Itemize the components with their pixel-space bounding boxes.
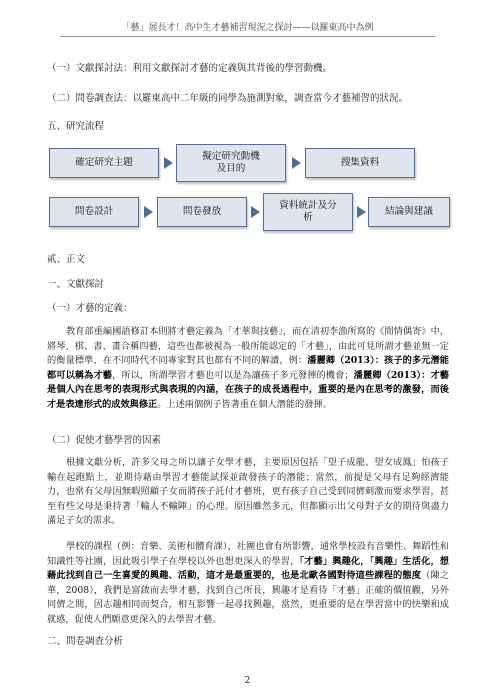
page-number: 2 — [244, 676, 251, 686]
method-literature-review: （一）文獻探討法：利用文獻探討才藝的定義與其背後的學習動機。 — [47, 63, 333, 74]
flow-arrow-icon — [357, 206, 366, 218]
main-heading: 貳、正文 — [47, 254, 86, 265]
paragraph-factors: 根據文獻分析，許多父母之所以讓子女學才藝，主要原因包括「望子成龍、望女成鳳」怕孩子輸在起跑點上，並期待藉由學習才藝能試探並啟發孩子的潛能；當然，前提是父母有足夠經濟能力，也常有父母因無暇照顧子女而將孩子託付才藝班，更有孩子自己受到同儕刺激而要求學習，甚至有些父母是秉持著「輸人不輸陣」的心理。原因雖然多元，但都顯示出父母對子女的期待與盡力滿足子女的需求。 — [47, 457, 449, 527]
text: 學校的課程（例：音樂、美術和體育課），社團也會有所影響，通常學校設有音樂性、舞蹈性和知識性等社團，因此吸引學子在學校以外也想更深入的學習， — [47, 541, 449, 567]
flow-arrow-icon — [292, 157, 301, 169]
emphasis: 「才藝」興趣化，「興趣」生活化，想藉此找到自己一生喜愛的興趣、活動，這才是最重要的，也是北歐各國對待這些課程的態度 — [47, 555, 449, 582]
paragraph-school — [47, 540, 449, 628]
text: 。上述兩個例子皆著重在個人潛能的發揮。 — [157, 398, 332, 410]
text: 教育部重編國語修訂本則將才藝定義為「才華與技藝」，而在清初李漁所寫的《閒情偶寄》中，將琴、棋、書、畫合稱四藝，這些也都被視為一般所能認定的「才藝」，由此可見所謂才藝並無一定的衡量標準，在不同時代不同專家對其也都有不同的解讀，例： — [47, 326, 449, 367]
subheading-factors: （二）促使才藝學習的因素 — [47, 435, 162, 446]
flow-step-collect-data: 搜集資料 — [305, 148, 415, 178]
subheading-literature: 一、文獻探討 — [47, 279, 105, 290]
emphasis: 潘麗卿（2013）：才藝是個人內在思考的表現形式與表現的內涵，在孩子的成長過程中，重要的是內在思考的激發，而後才是表達形式的成效與修正 — [47, 369, 449, 410]
section-heading-process: 五、研究流程 — [47, 121, 105, 132]
subheading-survey-analysis: 二、問卷調查分析 — [47, 636, 124, 647]
text: ，所以，所謂學習才藝也可以是為讓孩子多元發揮的機會； — [112, 369, 354, 381]
text: （陳之華，2008），我們是富啟而去學才藝，找到自己所長，興趣才是看待「才藝」正確的價值觀，另外同儕之間，因志趣相同而契合，相互影響一起尋找興趣，當然，更重要的是在學習當中的快樂和成就感，促使人們願意更深入的去學習才藝。 — [47, 570, 450, 625]
flow-step-distribute: 問卷發放 — [157, 197, 247, 227]
emphasis: 潘麗卿（2013）：孩子的多元潛能都可以稱為才藝 — [47, 355, 449, 381]
method-questionnaire: （二）問卷調查法：以羅東高中二年級的同學為施測對象，調查當今才藝補習的狀況。 — [47, 93, 409, 104]
page-header: 「藝」展長才！高中生才藝補習現況之探討——以羅東高中為例 — [60, 20, 435, 37]
subheading-definition: （一）才藝的定義： — [47, 303, 133, 314]
flow-arrow-icon — [251, 206, 260, 218]
flow-step-conclusion: 結論與建議 — [368, 197, 450, 227]
flow-step-design: 問卷設計 — [49, 197, 139, 227]
paragraph-definition — [47, 325, 449, 413]
flow-arrow-icon — [164, 157, 173, 169]
flow-step-topic: 確定研究主題 — [49, 148, 159, 178]
flow-step-motivation: 擬定研究動機 及目的 — [176, 144, 286, 182]
flow-step-analysis: 資料統計及分 析 — [263, 193, 353, 231]
flow-arrow-icon — [144, 206, 153, 218]
